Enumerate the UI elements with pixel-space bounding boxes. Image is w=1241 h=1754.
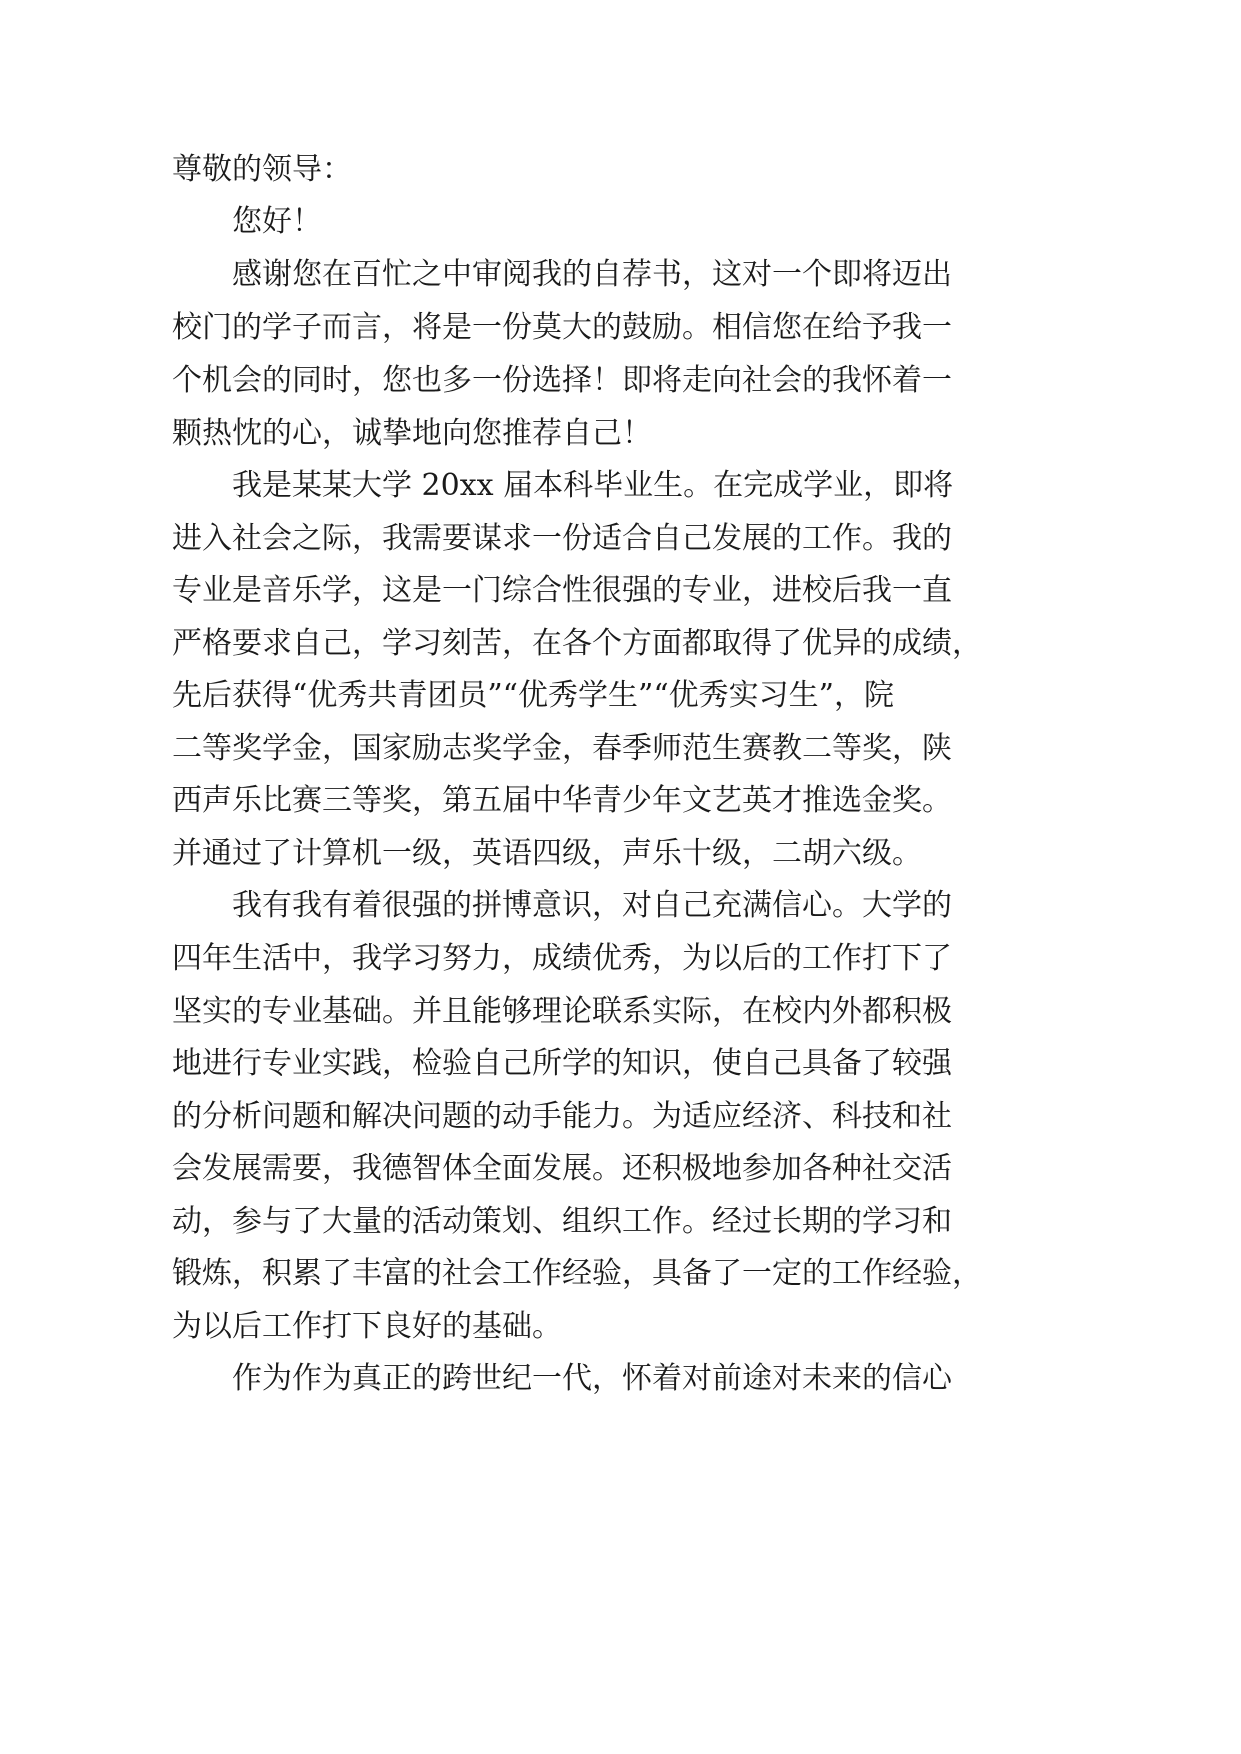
body-line — [0, 826, 1241, 882]
paragraph-3-line-2: 四年生活中，我学习努力，成绩优秀，为以后的工作打下了 — [172, 941, 952, 976]
paragraph-3-line-6: 会发展需要，我德智体全面发展。还积极地参加各种社交活 — [172, 1151, 952, 1186]
body-line — [0, 616, 1241, 672]
body-line — [0, 721, 1241, 777]
body-line — [0, 458, 1241, 514]
paragraph-3-line-9: 为以后工作打下良好的基础。 — [172, 1309, 562, 1344]
paragraph-3-line-1: 我有我有着很强的拼博意识，对自己充满信心。大学的 — [232, 888, 952, 923]
salutation: 尊敬的领导： — [172, 152, 352, 187]
paragraph-2-line-3: 专业是音乐学，这是一门综合性很强的专业，进校后我一直 — [172, 573, 952, 608]
paragraph-3-line-3: 坚实的专业基础。并且能够理论联系实际，在校内外都积极 — [172, 994, 952, 1029]
body-line — [0, 878, 1241, 934]
paragraph-3-line-7: 动，参与了大量的活动策划、组织工作。经过长期的学习和 — [172, 1204, 952, 1239]
body-line — [0, 1351, 1241, 1407]
salutation-line — [0, 142, 1241, 198]
paragraph-1-line-1: 感谢您在百忙之中审阅我的自荐书，这对一个即将迈出 — [232, 257, 952, 292]
paragraph-1-line-3: 个机会的同时，您也多一份选择！即将走向社会的我怀着一 — [172, 363, 952, 398]
paragraph-2-line-1: 我是某某大学 20xx 届本科毕业生。在完成学业，即将 — [232, 468, 954, 503]
body-line — [0, 511, 1241, 567]
body-line — [0, 1089, 1241, 1145]
body-line — [0, 563, 1241, 619]
paragraph-3-line-8: 锻炼，积累了丰富的社会工作经验，具备了一定的工作经验， — [172, 1256, 982, 1291]
body-line — [0, 668, 1241, 724]
paragraph-1-line-2: 校门的学子而言，将是一份莫大的鼓励。相信您在给予我一 — [172, 310, 952, 345]
paragraph-1-line-4: 颗热忱的心，诚挚地向您推荐自己！ — [172, 416, 652, 451]
body-line — [0, 406, 1241, 462]
body-line — [0, 353, 1241, 409]
body-line — [0, 1194, 1241, 1250]
body-line — [0, 247, 1241, 303]
paragraph-2-line-4: 严格要求自己，学习刻苦，在各个方面都取得了优异的成绩， — [172, 626, 982, 661]
greeting: 您好！ — [232, 204, 322, 239]
body-line — [0, 931, 1241, 987]
body-line — [0, 1299, 1241, 1355]
body-line — [0, 1141, 1241, 1197]
body-line — [0, 300, 1241, 356]
paragraph-3-line-5: 的分析问题和解决问题的动手能力。为适应经济、科技和社 — [172, 1099, 952, 1134]
paragraph-2-line-8: 并通过了计算机一级，英语四级，声乐十级，二胡六级。 — [172, 836, 922, 871]
paragraph-3-line-4: 地进行专业实践，检验自己所学的知识，使自己具备了较强 — [172, 1046, 952, 1081]
body-line — [0, 773, 1241, 829]
paragraph-2-line-7: 西声乐比赛三等奖，第五届中华青少年文艺英才推选金奖。 — [172, 783, 952, 818]
paragraph-2-line-2: 进入社会之际，我需要谋求一份适合自己发展的工作。我的 — [172, 521, 952, 556]
greeting-line — [0, 194, 1241, 250]
body-line — [0, 984, 1241, 1040]
body-line — [0, 1246, 1241, 1302]
paragraph-2-line-6: 二等奖学金，国家励志奖学金，春季师范生赛教二等奖，陕 — [172, 731, 952, 766]
body-line — [0, 1036, 1241, 1092]
paragraph-4-line-1: 作为作为真正的跨世纪一代，怀着对前途对未来的信心 — [232, 1361, 952, 1396]
paragraph-2-line-5: 先后获得“优秀共青团员”“优秀学生”“优秀实习生”，院 — [172, 678, 895, 713]
